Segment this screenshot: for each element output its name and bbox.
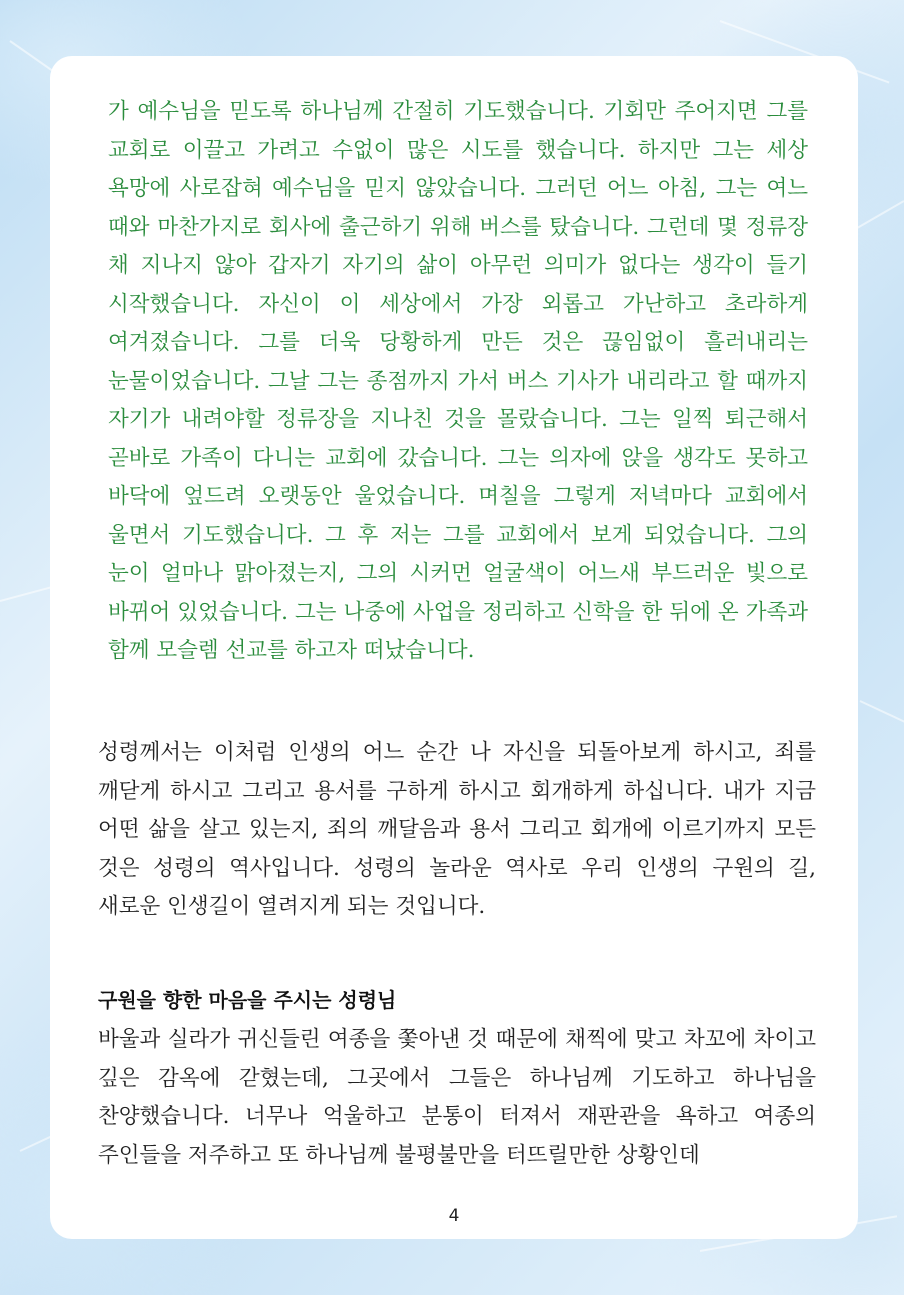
section-heading: 구원을 향한 마음을 주시는 성령님 [98,988,397,1012]
page-card [50,56,858,1239]
page-number: 4 [448,1206,460,1226]
story-paragraph: 가 예수님을 믿도록 하나님께 간절히 기도했습니다. 기회만 주어지면 그를 교회로 이끌고 가려고 수없이 많은 시도를 했습니다. 하지만 그는 세상 욕망에 사로잡혀 예수님을 믿지 않았습니다. 그러던 어느 아침, 그는 여느 때와 마찬가지로 회사에 출근하기 위해 버스를 탔습니다. 그런데 몇 정류장 채 지나지 않아 갑자기 자기의 삶이 아무런 의미가 없다는 생각이 들기 시작했습니다. 자신이 이 세상에서 가장 외롭고 가난하고 초라하게 여겨졌습니다. 그를 더욱 당황하게 만든 것은 끊임없이 흘러내리는 눈물이었습니다. 그날 그는 종점까지 가서 버스 기사가 내리라고 할 때까지 자기가 내려야할 정류장을 지나친 것을 몰랐습니다. 그는 일찍 퇴근해서 곧바로 가족이 다니는 교회에 갔습니다. 그는 의자에 앉을 생각도 못하고 바닥에 엎드려 오랫동안 울었습니다. 며칠을 그렇게 저녁마다 교회에서 울면서 기도했습니다. 그 후 저는 그를 교회에서 보게 되었습니다. 그의 눈이 얼마나 맑아졌는지, 그의 시커먼 얼굴색이 어느새 부드러운 빛으로 바뀌어 있었습니다. 그는 나중에 사업을 정리하고 신학을 한 뒤에 온 가족과 함께 모슬렘 선교를 하고자 떠났습니다. [108,99,808,663]
paul-silas-paragraph: 바울과 실라가 귀신들린 여종을 쫓아낸 것 때문에 채찍에 맞고 차꼬에 차이고 깊은 감옥에 갇혔는데, 그곳에서 그들은 하나님께 기도하고 하나님을 찬양했습니다. 너무나 억울하고 분통이 터져서 재판관을 욕하고 여종의 주인들을 저주하고 또 하나님께 불평불만을 터뜨릴만한 상황인데 [98,1027,816,1168]
holy-spirit-paragraph: 성령께서는 이처럼 인생의 어느 순간 나 자신을 되돌아보게 하시고, 죄를 깨닫게 하시고 그리고 용서를 구하게 하시고 회개하게 하십니다. 내가 지금 어떤 삶을 살고 있는지, 죄의 깨달음과 용서 그리고 회개에 이르기까지 모든 것은 성령의 역사입니다. 성령의 놀라운 역사로 우리 인생의 구원의 길, 새로운 인생길이 열려지게 되는 것입니다. [98,740,816,919]
